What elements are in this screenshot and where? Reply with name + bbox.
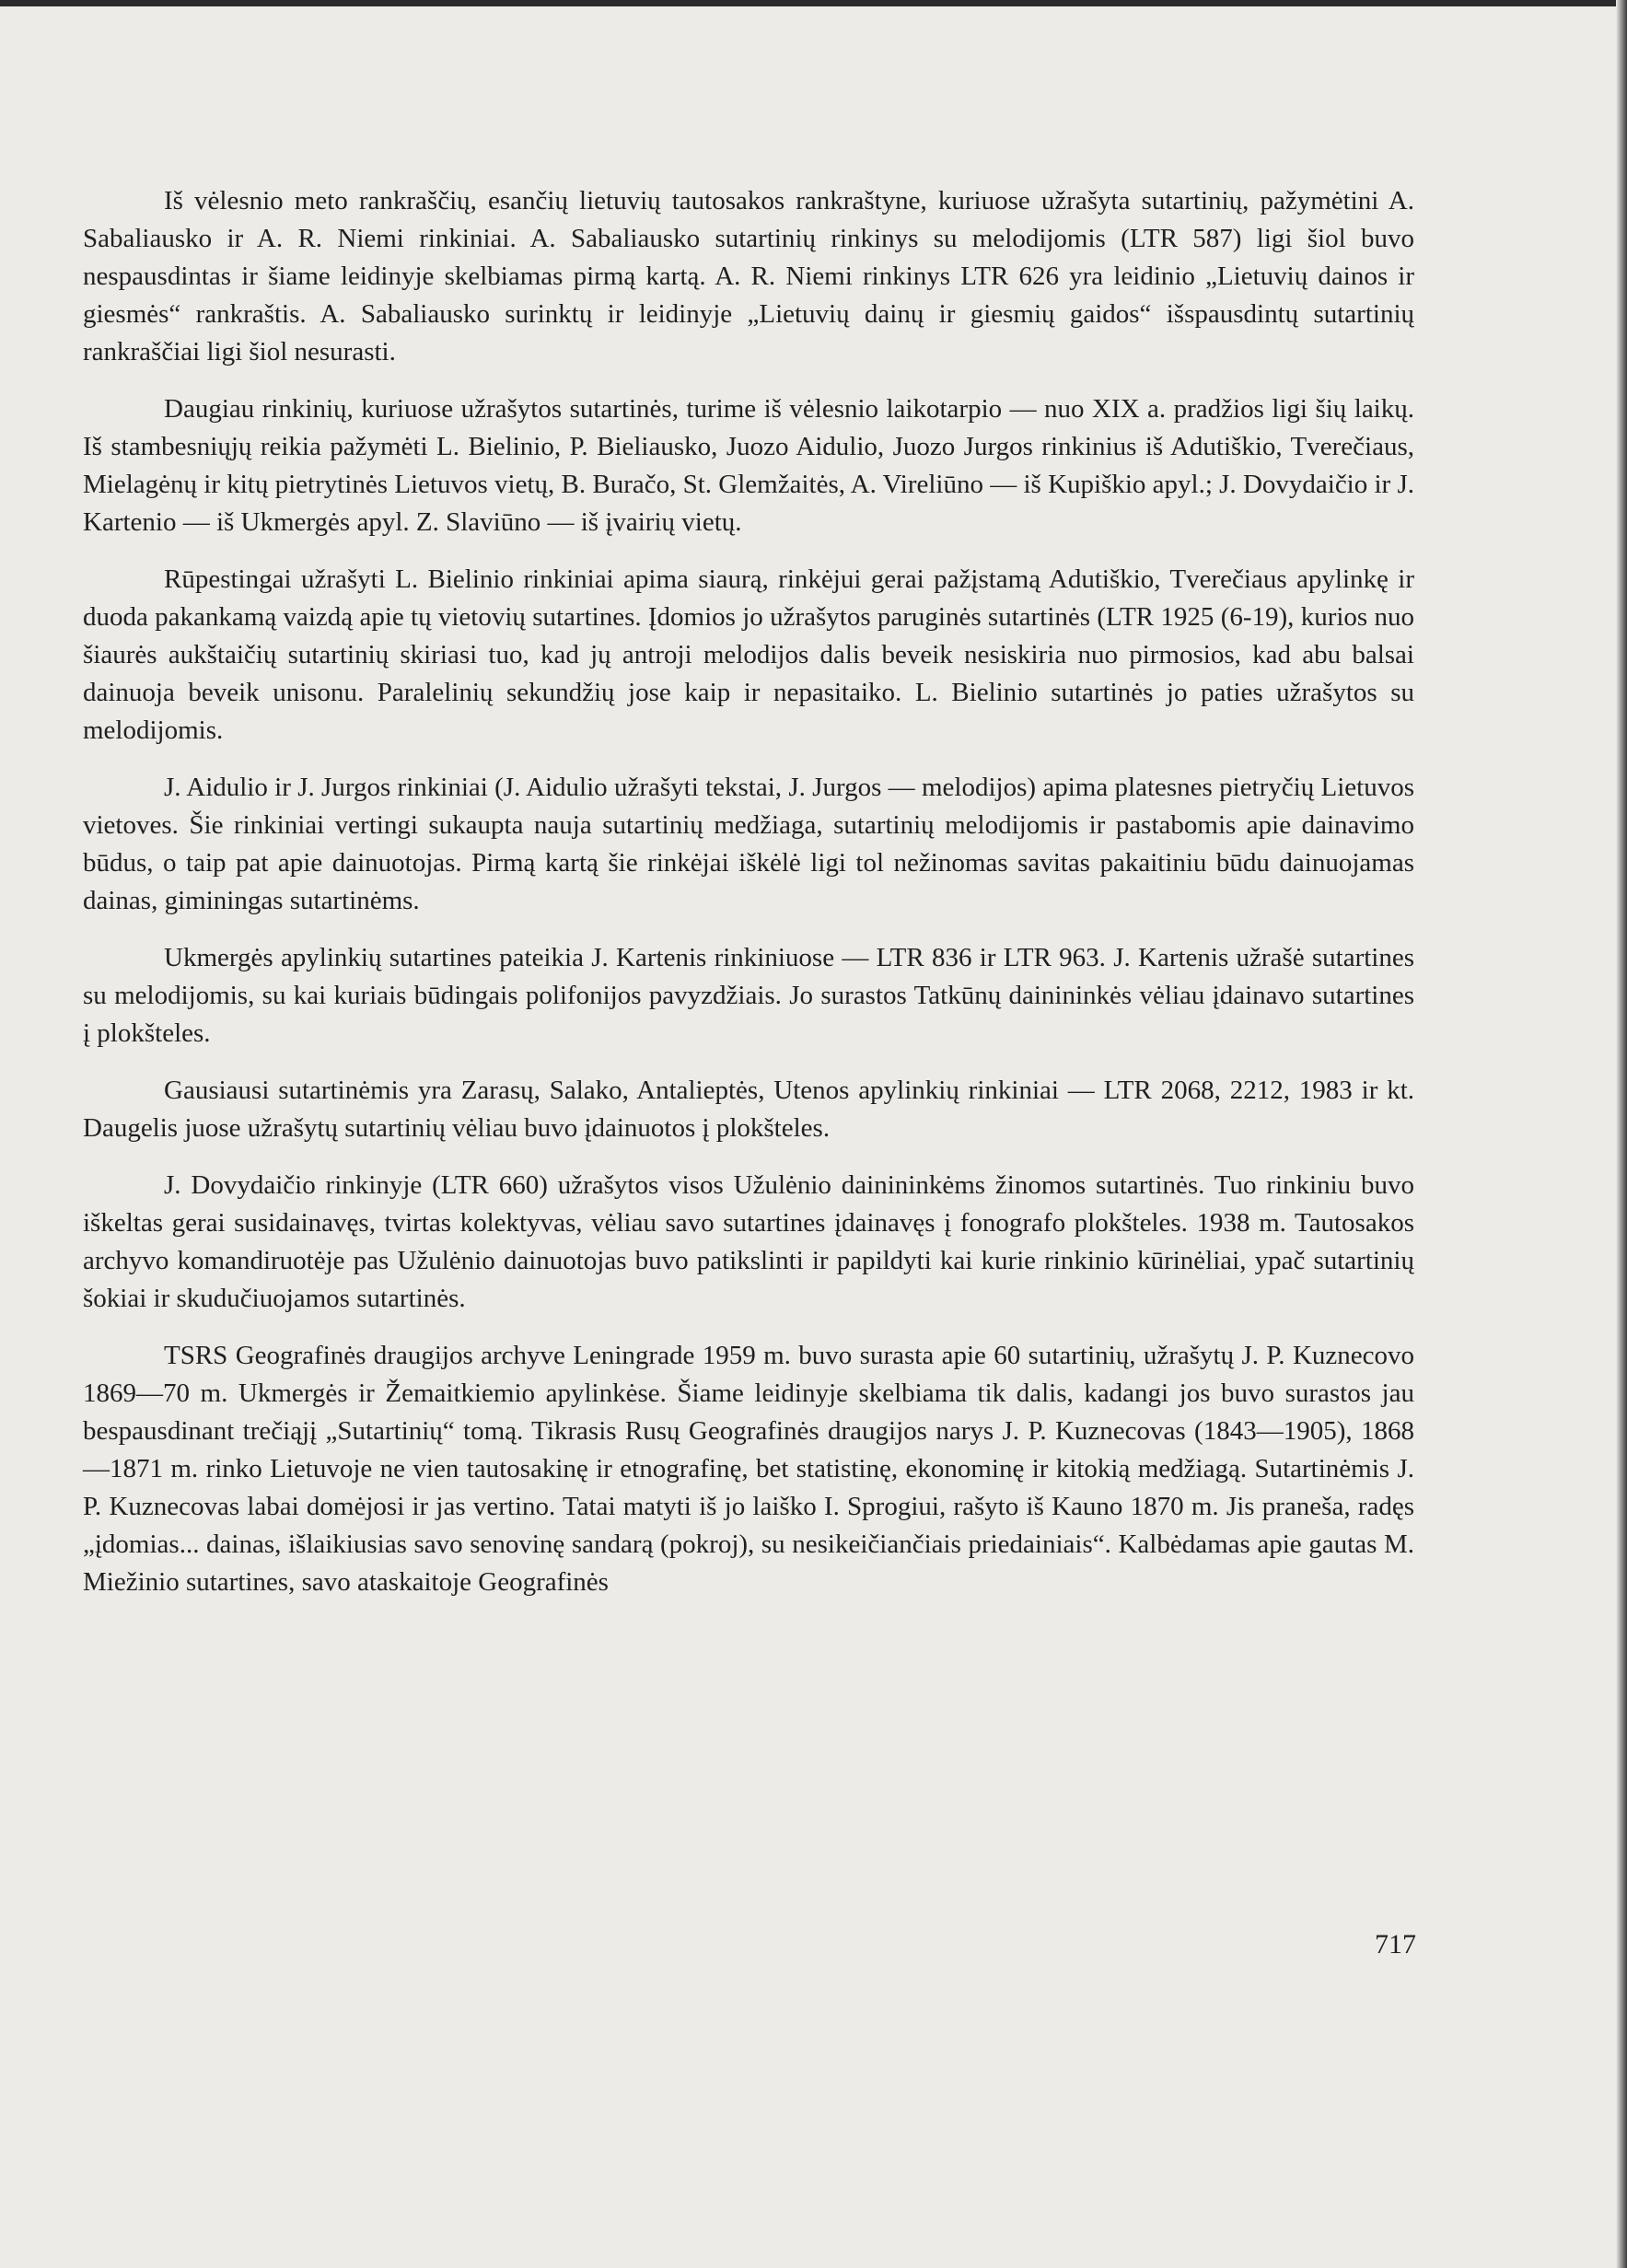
paragraph-1: Iš vėlesnio meto rankraščių, esančių lietuvių tautosakos rankraštyne, kuriuose užrašyta sutartinių, pažymėtini A. Sabaliausko ir A. R. Niemi rinkiniai. A. Sabaliausko sutartinių rinkinys su melodijomis (LTR 587) ligi šiol buvo nespausdintas ir šiame leidinyje skelbiamas pirmą kartą. A. R. Niemi rinkinys LTR 626 yra leidinio „Lietuvių dainos ir giesmės“ rankraštis. A. Sabaliausko surinktų ir leidinyje „Lietuvių dainų ir giesmių gaidos“ išspausdintų sutartinių rankraščiai ligi šiol nesurasti. (83, 186, 1414, 366)
page-body (83, 182, 1414, 1621)
paragraph-4: J. Aidulio ir J. Jurgos rinkiniai (J. Aidulio užrašyti tekstai, J. Jurgos — melodijos) apima platesnes pietryčių Lietuvos vietoves. Šie rinkiniai vertingi sukaupta nauja sutartinių medžiaga, sutartinių melodijomis ir pastabomis apie dainavimo būdus, o taip pat apie dainuotojas. Pirmą kartą šie rinkėjai iškėlė ligi tol nežinomas savitas pakaitiniu būdu dainuojamas dainas, giminingas sutartinėms. (83, 773, 1414, 915)
paragraph-2: Daugiau rinkinių, kuriuose užrašytos sutartinės, turime iš vėlesnio laikotarpio — nuo XIX a. pradžios ligi šių laikų. Iš stambesniųjų reikia pažymėti L. Bielinio, P. Bieliausko, Juozo Aidulio, Juozo Jurgos rinkinius iš Adutiškio, Tverečiaus, Mielagėnų ir kitų pietrytinės Lietuvos vietų, B. Buračo, St. Glemžaitės, A. Vireliūno — iš Kupiškio apyl.; J. Dovydaičio ir J. Kartenio — iš Ukmergės apyl. Z. Slaviūno — iš įvairių vietų. (83, 394, 1414, 537)
scan-right-edge (1616, 0, 1627, 2268)
page-number: 717 (1375, 1929, 1416, 1960)
paragraph-5: Ukmergės apylinkių sutartines pateikia J. Kartenis rinkiniuose — LTR 836 ir LTR 963. J. Kartenis užrašė sutartines su melodijomis, su kai kuriais būdingais polifonijos pavyzdžiais. Jo surastos Tatkūnų dainininkės vėliau įdainavo sutartines į plokšteles. (83, 943, 1414, 1048)
scan-top-edge (0, 0, 1627, 6)
paragraph-7: J. Dovydaičio rinkinyje (LTR 660) užrašytos visos Užulėnio dainininkėms žinomos sutartinės. Tuo rinkiniu buvo iškeltas gerai susidainavęs, tvirtas kolektyvas, vėliau savo sutartines įdainavęs į fonografo plokšteles. 1938 m. Tautosakos archyvo komandiruotėje pas Užulėnio dainuotojas buvo patikslinti ir papildyti kai kurie rinkinio kūrinėliai, ypač sutartinių šokiai ir skudučiuojamos sutartinės. (83, 1170, 1414, 1313)
paragraph-6: Gausiausi sutartinėmis yra Zarasų, Salako, Antalieptės, Utenos apylinkių rinkiniai — LTR 2068, 2212, 1983 ir kt. Daugelis juose užrašytų sutartinių vėliau buvo įdainuotos į plokšteles. (83, 1076, 1414, 1143)
paragraph-3: Rūpestingai užrašyti L. Bielinio rinkiniai apima siaurą, rinkėjui gerai pažįstamą Adutiškio, Tverečiaus apylinkę ir duoda pakankamą vaizdą apie tų vietovių sutartines. Įdomios jo užrašytos paruginės sutartinės (LTR 1925 (6-19), kurios nuo šiaurės aukštaičių sutartinių skiriasi tuo, kad jų antroji melodijos dalis beveik nesiskiria nuo pirmosios, kad abu balsai dainuoja beveik unisonu. Paralelinių sekundžių jose kaip ir nepasitaiko. L. Bielinio sutartinės jo paties užrašytos su melodijomis. (83, 564, 1414, 745)
paragraph-8: TSRS Geografinės draugijos archyve Leningrade 1959 m. buvo surasta apie 60 sutartinių, užrašytų J. P. Kuznecovo 1869—70 m. Ukmergės ir Žemaitkiemio apylinkėse. Šiame leidinyje skelbiama tik dalis, kadangi jos buvo surastos jau bespausdinant trečiąjį „Sutartinių“ tomą. Tikrasis Rusų Geografinės draugijos narys J. P. Kuznecovas (1843—1905), 1868—1871 m. rinko Lietuvoje ne vien tautosakinę ir etnografinę, bet statistinę, ekonominę ir kitokią medžiagą. Sutartinėmis J. P. Kuznecovas labai domėjosi ir jas vertino. Tatai matyti iš jo laiško I. Sprogiui, rašyto iš Kauno 1870 m. Jis praneša, radęs „įdomias... dainas, išlaikiusias savo senovinę sandarą (pokroj), su nesikeičiančiais priedainiais“. Kalbėdamas apie gautas M. Miežinio sutartines, savo ataskaitoje Geografinės (83, 1341, 1414, 1597)
